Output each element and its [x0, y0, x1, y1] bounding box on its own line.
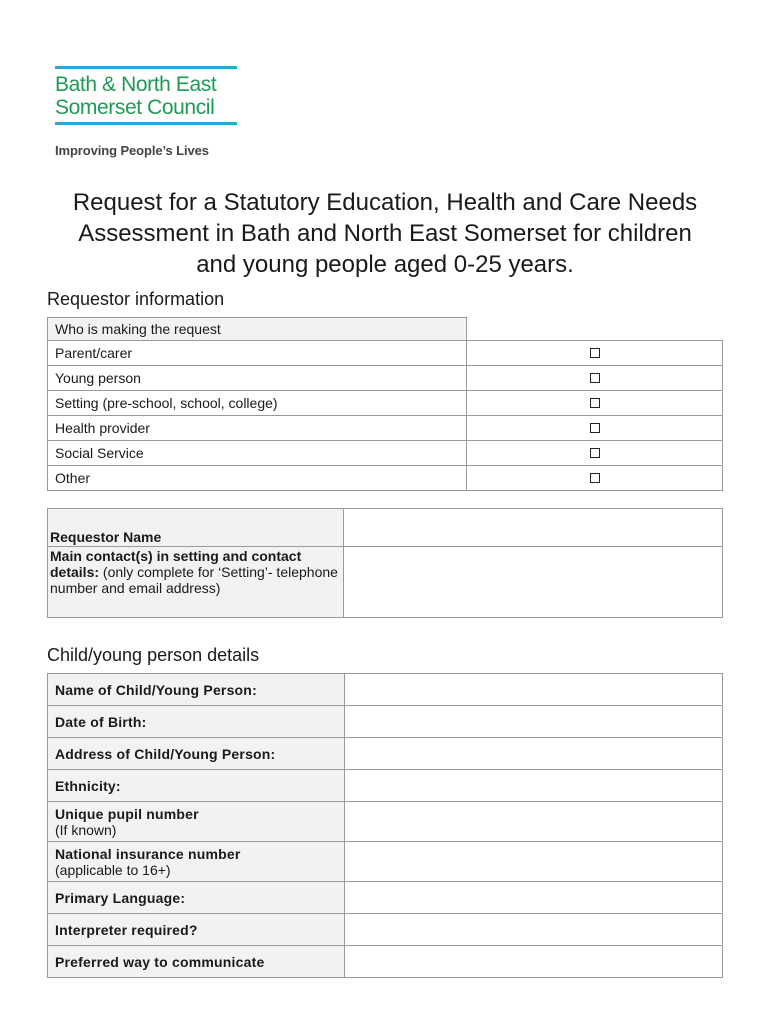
requestor-details-table: [47, 508, 723, 618]
logo-name: [55, 69, 239, 122]
requestor-type-table: [47, 317, 723, 491]
unique-pupil-number-label-text: Unique pupil number: [55, 805, 199, 822]
option-label: Social Service: [48, 441, 467, 466]
preferred-communication-field[interactable]: [345, 946, 723, 978]
child-details-table: [47, 673, 723, 978]
table-row: [48, 738, 723, 770]
table-row: [48, 509, 723, 547]
unique-pupil-number-note: (If known): [55, 821, 117, 838]
primary-language-field[interactable]: [345, 882, 723, 914]
table-row: [48, 674, 723, 706]
unique-pupil-number-label: [48, 802, 345, 842]
table-row: [48, 391, 723, 416]
preferred-communication-label: Preferred way to communicate: [48, 946, 345, 978]
header-blank-cell: [467, 318, 723, 341]
table-row: [48, 882, 723, 914]
national-insurance-label: [48, 842, 345, 882]
option-checkbox-setting[interactable]: [467, 391, 723, 416]
requestor-name-label: [48, 509, 344, 547]
date-of-birth-label: Date of Birth:: [48, 706, 345, 738]
address-label: Address of Child/Young Person:: [48, 738, 345, 770]
option-checkbox-other[interactable]: [467, 466, 723, 491]
option-checkbox-young-person[interactable]: [467, 366, 723, 391]
table-row: [48, 341, 723, 366]
table-row: [48, 914, 723, 946]
title-line-2: Assessment in Bath and North East Somerset for children: [78, 220, 692, 247]
option-checkbox-parent-carer[interactable]: [467, 341, 723, 366]
table-row: [48, 547, 723, 618]
main-contact-note: (only complete for ‘Setting’- telephone number and email address): [50, 564, 338, 596]
table-row: [48, 842, 723, 882]
national-insurance-label-text: National insurance number: [55, 845, 241, 862]
child-section-heading: Child/young person details: [47, 645, 260, 665]
checkbox-icon[interactable]: [590, 448, 600, 458]
logo-line-2: Somerset Council: [55, 96, 215, 119]
table-row: [48, 416, 723, 441]
unique-pupil-number-field[interactable]: [345, 802, 723, 842]
date-of-birth-field[interactable]: [345, 706, 723, 738]
option-label: Health provider: [48, 416, 467, 441]
checkbox-icon[interactable]: [590, 423, 600, 433]
national-insurance-note: (applicable to 16+): [55, 861, 171, 878]
table-row: [48, 441, 723, 466]
requestor-name-label-text: Requestor Name: [50, 529, 162, 545]
logo-line-1: Bath & North East: [55, 73, 217, 96]
ethnicity-label: Ethnicity:: [48, 770, 345, 802]
logo-bottom-rule: [55, 122, 237, 125]
table-row: [48, 946, 723, 978]
national-insurance-field[interactable]: [345, 842, 723, 882]
option-checkbox-social-service[interactable]: [467, 441, 723, 466]
child-name-field[interactable]: [345, 674, 723, 706]
main-contact-label-text: Main contact(s) in setting and contact details:: [50, 548, 302, 580]
child-name-label: Name of Child/Young Person:: [48, 674, 345, 706]
requestor-name-field[interactable]: [344, 509, 723, 547]
interpreter-required-label: Interpreter required?: [48, 914, 345, 946]
table-header-row: [48, 318, 723, 341]
ethnicity-field[interactable]: [345, 770, 723, 802]
title-line-3: and young people aged 0-25 years.: [196, 251, 574, 278]
checkbox-icon[interactable]: [590, 348, 600, 358]
option-label: Young person: [48, 366, 467, 391]
checkbox-icon[interactable]: [590, 398, 600, 408]
council-logo: [55, 66, 239, 125]
requestor-section-heading: Requestor information: [47, 289, 225, 309]
interpreter-required-field[interactable]: [345, 914, 723, 946]
table-row: [48, 366, 723, 391]
option-label: Setting (pre-school, school, college): [48, 391, 467, 416]
main-contact-field[interactable]: [344, 547, 723, 618]
option-label: Other: [48, 466, 467, 491]
primary-language-label: Primary Language:: [48, 882, 345, 914]
option-label: Parent/carer: [48, 341, 467, 366]
title-line-1: Request for a Statutory Education, Health and Care Needs: [72, 189, 698, 216]
table-row: [48, 802, 723, 842]
table-row: [48, 466, 723, 491]
address-field[interactable]: [345, 738, 723, 770]
option-checkbox-health-provider[interactable]: [467, 416, 723, 441]
table-row: [48, 706, 723, 738]
main-contact-label: [48, 547, 344, 618]
checkbox-icon[interactable]: [590, 373, 600, 383]
logo-tagline: Improving People’s Lives: [55, 143, 209, 158]
page-title: [30, 187, 740, 280]
table-row: [48, 770, 723, 802]
who-header-cell: Who is making the request: [48, 318, 467, 341]
checkbox-icon[interactable]: [590, 473, 600, 483]
